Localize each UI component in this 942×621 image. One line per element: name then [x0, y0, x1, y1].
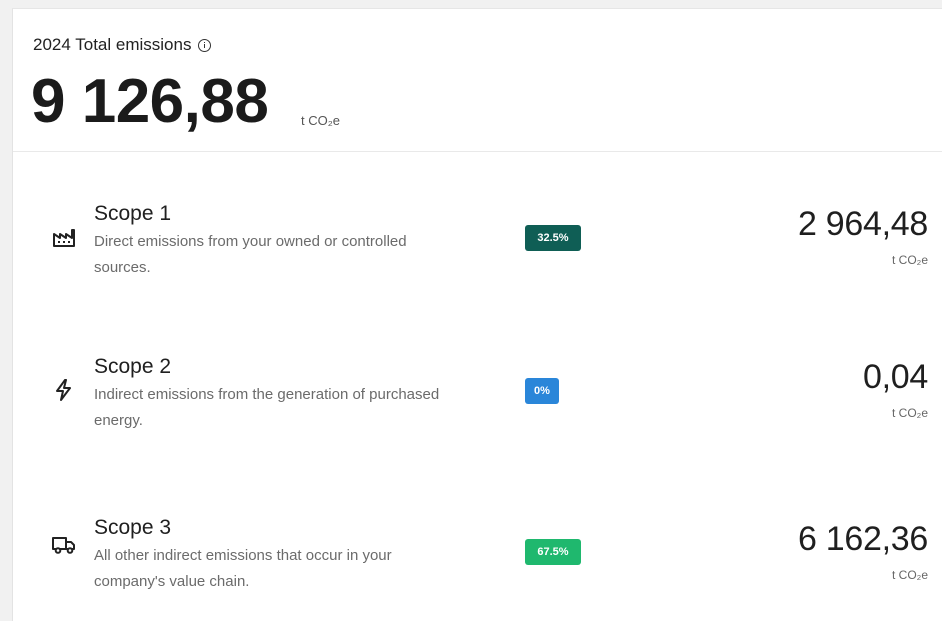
factory-icon: [51, 225, 77, 249]
scope-3-description-line-2: company's value chain.: [94, 573, 250, 590]
total-emissions-label: 2024 Total emissions: [33, 35, 192, 54]
scope-3-unit: t CO₂e: [892, 568, 928, 582]
emissions-card: [12, 8, 942, 621]
scope-3-title: Scope 3: [94, 516, 172, 539]
scope-1-description: [94, 229, 474, 281]
scope-3-description: [94, 543, 474, 595]
scope-1-value: 2 964,48: [798, 205, 928, 243]
lightning-icon: [51, 378, 77, 402]
scope-1-percent-badge: 32.5%: [525, 225, 581, 251]
scope-1-unit: t CO₂e: [892, 253, 928, 267]
scope-2-unit: t CO₂e: [892, 406, 928, 420]
info-icon[interactable]: [198, 39, 211, 52]
scope-3-row: [13, 496, 942, 606]
scope-1-description-line-2: sources.: [94, 259, 151, 276]
truck-icon: [51, 532, 77, 556]
scope-1-description-line-1: Direct emissions from your owned or controlled: [94, 233, 407, 250]
total-emissions-header: [13, 9, 942, 152]
scope-2-percent-badge: 0%: [525, 378, 559, 404]
scope-2-title: Scope 2: [94, 355, 172, 378]
scope-1-row: [13, 189, 942, 299]
scope-1-title: Scope 1: [94, 202, 172, 225]
scope-2-value: 0,04: [863, 358, 928, 396]
scope-3-value: 6 162,36: [798, 520, 928, 558]
scope-3-percent-badge: 67.5%: [525, 539, 581, 565]
total-emissions-value: 9 126,88: [31, 67, 269, 136]
scope-3-description-line-1: All other indirect emissions that occur in your: [94, 547, 392, 564]
scope-2-description-line-2: energy.: [94, 412, 143, 429]
scope-2-row: [13, 342, 942, 452]
total-emissions-unit: t CO₂e: [301, 113, 340, 128]
total-emissions-title: [33, 35, 211, 55]
scope-2-description-line-1: Indirect emissions from the generation of purchased: [94, 386, 440, 403]
scope-2-description: [94, 382, 474, 434]
